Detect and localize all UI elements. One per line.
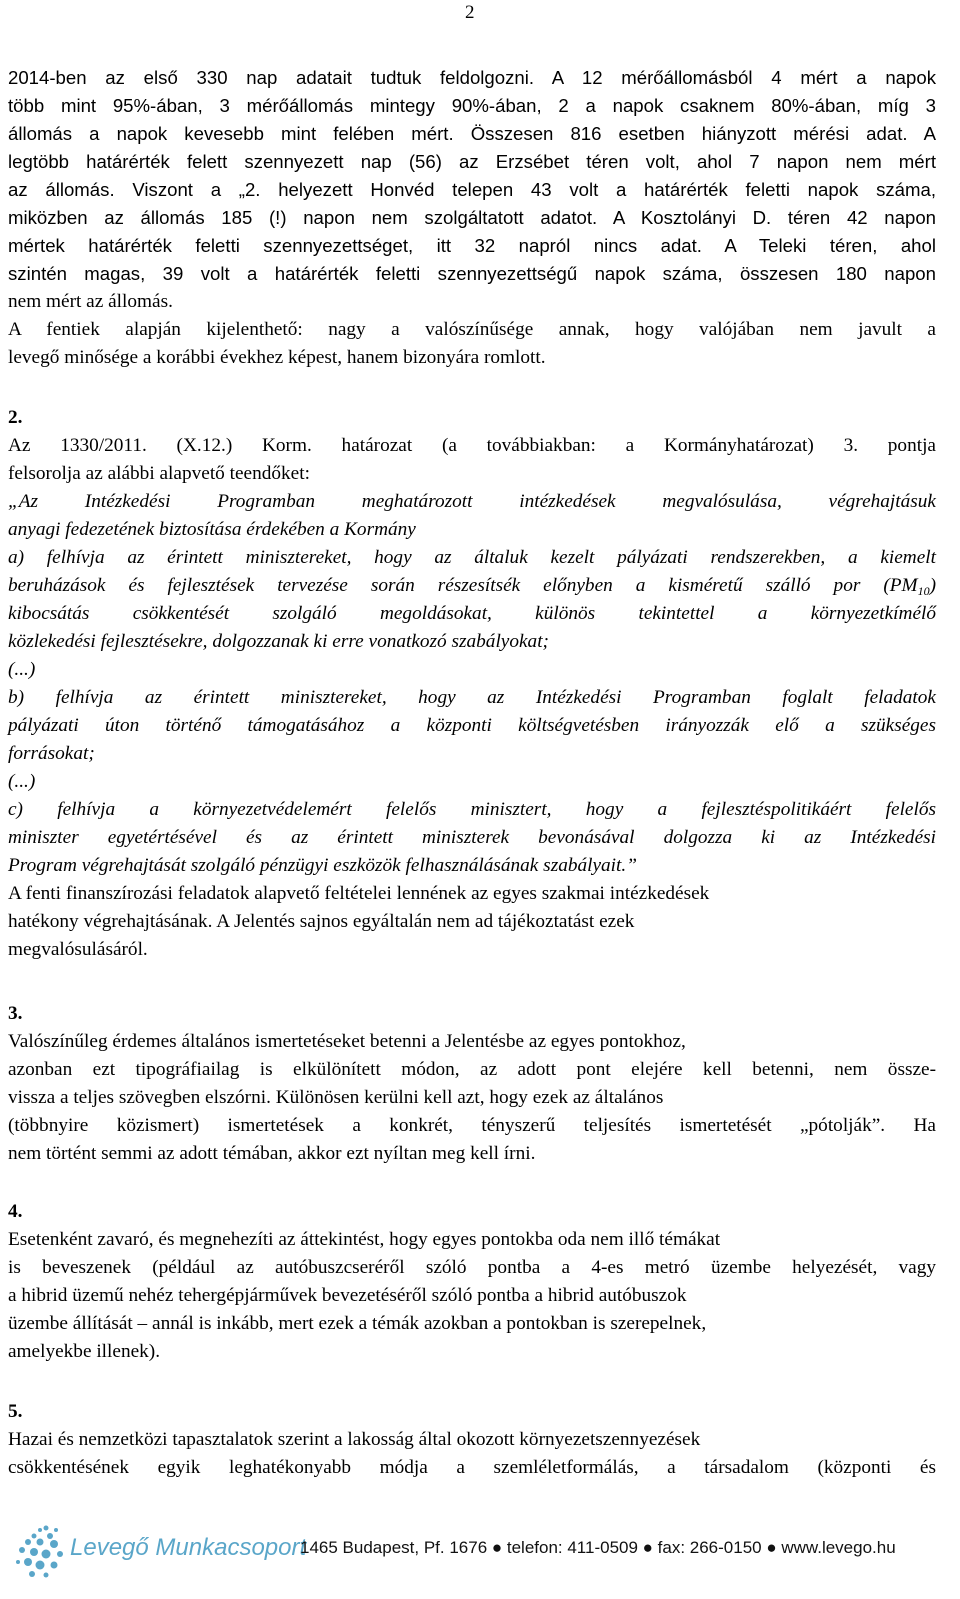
- text-line: azonban ezt tipográfiailag is elkülönített módon, az adott pont elejére kell betenni, nem össze-: [8, 1059, 936, 1080]
- text-line: Valószínűleg érdemes általános ismertetéseket betenni a Jelentésbe az egyes pontokhoz,: [8, 1031, 686, 1052]
- quote-line: miniszter egyetértésével és az érintett miniszterek bevonásával dolgozza ki az Intézkedési: [8, 827, 936, 848]
- text-line: A fenti finanszírozási feladatok alapvető feltételei lennének az egyes szakmai intézkedések: [8, 883, 710, 904]
- section-number: 5.: [8, 1401, 23, 1422]
- quote-line: közlekedési fejlesztésekre, dolgozzanak ki erre vonatkozó szabályokat;: [8, 631, 549, 652]
- quote-line: forrásokat;: [8, 743, 95, 764]
- text-line: (többnyire közismert) ismertetések a konkrét, tényszerű teljesítés ismertetését „pótolják”. Ha: [8, 1115, 936, 1136]
- quote-line: pályázati úton történő támogatásához a központi költségvetésben irányozzák elő a szükséges: [8, 715, 936, 736]
- section-number: 4.: [8, 1201, 23, 1222]
- text-line: hatékony végrehajtásának. A Jelentés sajnos egyáltalán nem ad tájékoztatást ezek: [8, 911, 635, 932]
- text-line: több mint 95%-ában, 3 mérőállomás mintegy 90%-ában, 2 a napok csaknem 80%-ában, míg 3: [8, 95, 936, 116]
- text-line: legtöbb határérték felett szennyezett nap (56) az Erzsébet téren volt, ahol 7 napon nem mért: [8, 151, 936, 172]
- quote-line: Program végrehajtását szolgáló pénzügyi eszközök felhasználásának szabályait.”: [8, 855, 637, 876]
- quote-line: b) felhívja az érintett minisztereket, hogy az Intézkedési Programban foglalt feladatok: [8, 687, 936, 708]
- quote-line: c) felhívja a környezetvédelemért felelős minisztert, hogy a fejlesztéspolitikáért felelős: [8, 799, 936, 820]
- section-number: 3.: [8, 1003, 23, 1024]
- text-line: mértek határérték feletti szennyezettséget, itt 32 napról nincs adat. A Teleki téren, ahol: [8, 235, 936, 256]
- quote-line: beruházások és fejlesztések tervezése során részesítsék előnyben a kisméretű szálló por $(PM_{10})$: [8, 575, 936, 598]
- text-line: szintén magas, 39 volt a határérték feletti szennyezettségű napok száma, összesen 180 napon: [8, 263, 936, 284]
- subscript: 10: [917, 584, 930, 598]
- quote-line: kibocsátás csökkentését szolgáló megoldásokat, különös tekintettel a környezetkímélő: [8, 603, 936, 624]
- text-line: a hibrid üzemű nehéz tehergépjárművek bevezetéséről szóló pontba a hibrid autóbuszok: [8, 1285, 687, 1306]
- section-number: 2.: [8, 407, 23, 428]
- text-line: nem történt semmi az adott témában, akkor ezt nyíltan meg kell írni.: [8, 1143, 536, 1164]
- text-line: miközben az állomás 185 (!) napon nem szolgáltatott adatot. A Kosztolányi D. téren 42 napon: [8, 207, 936, 228]
- text-line: üzembe állítását – annál is inkább, mert ezek a témák azokban a pontokban is szerepelnek,: [8, 1313, 707, 1334]
- text-line: az állomás. Viszont a „2. helyezett Honvéd telepen 43 volt a határérték feletti napok száma,: [8, 179, 936, 200]
- text-line: megvalósulásáról.: [8, 939, 148, 960]
- text-line: csökkentésének egyik leghatékonyabb módja a szemléletformálás, a társadalom (központi és: [8, 1457, 936, 1478]
- quote-line: a) felhívja az érintett minisztereket, hogy az általuk kezelt pályázati rendszerekben, a kiemelt: [8, 547, 936, 568]
- quote-line: (...): [8, 659, 36, 680]
- quote-line: (...): [8, 771, 36, 792]
- organization-logo-text: Levegő Munkacsoport: [70, 1534, 307, 1561]
- text-line: Az 1330/2011. (X.12.) Korm. határozat (a továbbiakban: a Kormányhatározat) 3. pontja: [8, 435, 936, 456]
- text-line: 2014-ben az első 330 nap adatait tudtuk feldolgozni. A 12 mérőállomásból 4 mért a napok: [8, 67, 936, 88]
- text-line: vissza a teljes szövegben elszórni. Különösen kerülni kell azt, hogy ezek az általános: [8, 1087, 664, 1108]
- text-line: felsorolja az alábbi alapvető teendőket:: [8, 463, 310, 484]
- text-line: nem mért az állomás.: [8, 291, 173, 312]
- footer-contact-info: 1465 Budapest, Pf. 1676 ● telefon: 411-0509 ● fax: 266-0150 ● www.levego.hu: [300, 1538, 896, 1557]
- quote-line: anyagi fedezetének biztosítása érdekében a Kormány: [8, 519, 416, 540]
- text-line: Esetenként zavaró, és megnehezíti az áttekintést, hogy egyes pontokba oda nem illő témákat: [8, 1229, 721, 1250]
- leaf-logo-icon: [10, 1510, 74, 1582]
- text-line: A fentiek alapján kijelenthető: nagy a valószínűsége annak, hogy valójában nem javult a: [8, 319, 936, 340]
- text-line: állomás a napok kevesebb mint felében mért. Összesen 816 esetben hiányzott mérési adat. A: [8, 123, 936, 144]
- text-line: levegő minősége a korábbi évekhez képest, hanem bizonyára romlott.: [8, 347, 546, 368]
- text-line: is beveszenek (például az autóbuszcseréről szóló pontba a 4-es metró üzembe helyezését, vagy: [8, 1257, 936, 1278]
- page-footer: [0, 1502, 960, 1599]
- text-line: Hazai és nemzetközi tapasztalatok szerint a lakosság által okozott környezetszennyezések: [8, 1429, 701, 1450]
- text-line: amelyekbe illenek).: [8, 1341, 161, 1362]
- quote-line: „Az Intézkedési Programban meghatározott intézkedések megvalósulása, végrehajtásuk: [8, 491, 936, 512]
- page-number: 2: [465, 2, 475, 23]
